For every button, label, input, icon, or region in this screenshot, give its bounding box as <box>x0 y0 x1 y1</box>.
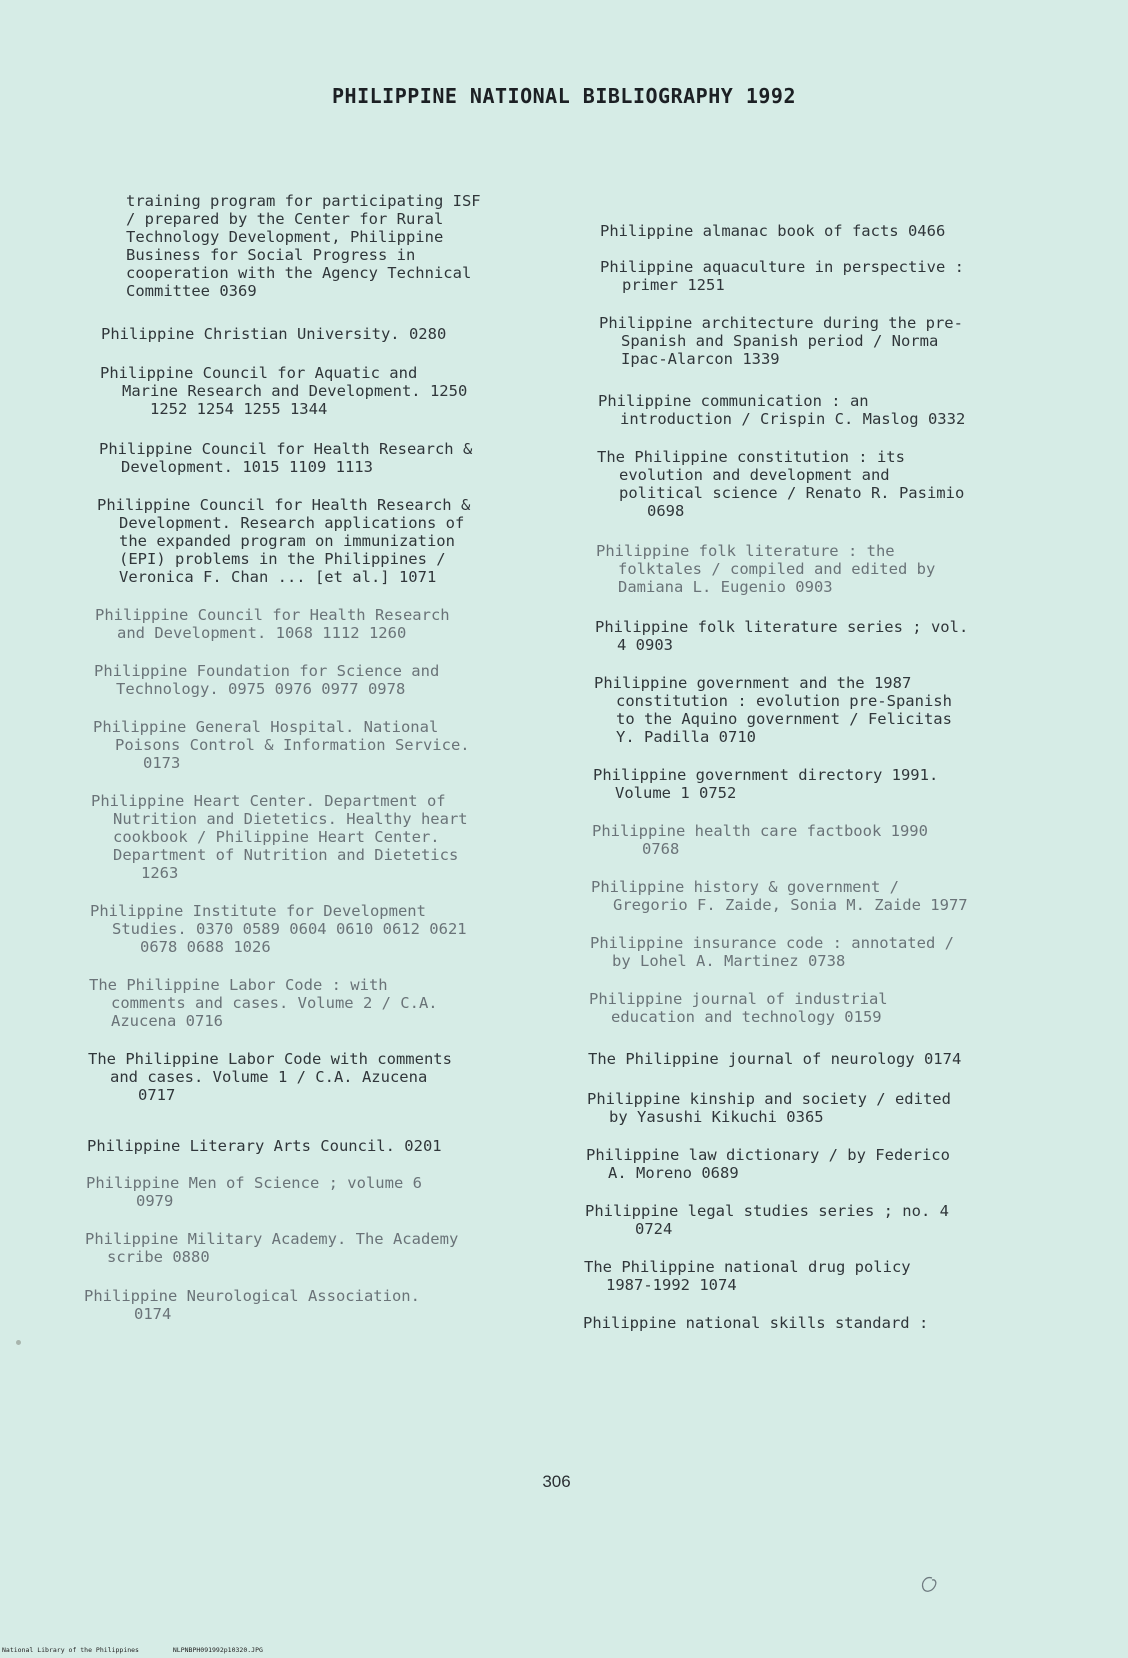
bib-entry <box>598 392 1058 428</box>
bib-entry <box>599 314 1059 368</box>
bib-entry <box>86 1174 546 1210</box>
page-number: 306 <box>542 1472 571 1491</box>
entry-line: 1263 <box>141 864 179 882</box>
entry-line: to the Aquino government / Felicitas <box>616 710 952 728</box>
entry-line: 0724 <box>635 1220 673 1238</box>
entry-line: comments and cases. Volume 2 / C.A. <box>111 994 438 1012</box>
entry-line: (EPI) problems in the Philippines / <box>119 550 446 568</box>
scan-filename: NLPNBPH091992p10320.JPG <box>172 1646 263 1654</box>
entry-line: The Philippine Labor Code : with <box>89 976 388 994</box>
entry-line: Philippine Men of Science ; volume 6 <box>86 1174 422 1192</box>
scan-institution: National Library of the Philippines <box>2 1646 139 1654</box>
bib-entry <box>592 822 1052 858</box>
entry-line: cookbook / Philippine Heart Center. <box>113 828 440 846</box>
entry-line: Department of Nutrition and Dietetics <box>113 846 459 864</box>
bib-entry <box>89 976 549 1030</box>
entry-line: Philippine Council for Health Research & <box>97 496 471 514</box>
entry-line: Committee 0369 <box>126 282 257 300</box>
entry-line: 1252 1254 1255 1344 <box>150 400 328 418</box>
bib-entry <box>87 1137 547 1155</box>
bib-entry <box>88 1050 548 1104</box>
entry-line: 0717 <box>138 1086 176 1104</box>
bib-entry <box>90 902 550 956</box>
bib-entry <box>93 718 553 772</box>
bib-entry <box>100 364 560 418</box>
entry-line: Development. Research applications of <box>119 514 465 532</box>
entry-line: Ipac-Alarcon 1339 <box>621 350 780 368</box>
entry-line: Philippine national skills standard : <box>583 1314 929 1332</box>
bib-entry <box>583 1314 1043 1332</box>
bib-entry <box>585 1202 1045 1238</box>
entry-line: Philippine law dictionary / by Federico <box>586 1146 950 1164</box>
entry-line: The Philippine national drug policy <box>584 1258 911 1276</box>
bib-entry <box>91 792 551 882</box>
bib-entry <box>600 258 1060 294</box>
entry-line: Veronica F. Chan ... [et al.] 1071 <box>119 568 437 586</box>
bib-entry <box>584 1258 1044 1294</box>
page-title: PHILIPPINE NATIONAL BIBLIOGRAPHY 1992 <box>331 84 797 108</box>
bib-entry <box>101 325 561 343</box>
entry-line: by Lohel A. Martinez 0738 <box>612 952 846 970</box>
pencil-mark-icon <box>918 1574 940 1596</box>
entry-line: Y. Padilla 0710 <box>616 728 756 746</box>
bib-entry <box>600 222 1060 240</box>
entry-line: Azucena 0716 <box>111 1012 223 1030</box>
entry-line: 4 0903 <box>617 636 673 654</box>
entry-line: primer 1251 <box>622 276 725 294</box>
entry-line: 0698 <box>647 502 685 520</box>
entry-line: Spanish and Spanish period / Norma <box>621 332 939 350</box>
entry-line: Marine Research and Development. 1250 <box>122 382 468 400</box>
entry-line: cooperation with the Agency Technical <box>126 264 472 282</box>
entry-line: Philippine folk literature : the <box>596 542 895 560</box>
entry-line: training program for participating ISF <box>126 192 481 210</box>
bib-entry <box>85 1230 545 1266</box>
entry-line: Technology Development, Philippine <box>126 228 444 246</box>
entry-line: 0173 <box>143 754 181 772</box>
bib-entry <box>594 674 1054 746</box>
bib-entry <box>126 192 586 300</box>
entry-line: Philippine aquaculture in perspective : <box>600 258 964 276</box>
entry-line: Philippine Council for Health Research <box>95 606 450 624</box>
scan-credit <box>2 1646 293 1654</box>
entry-line: Volume 1 0752 <box>615 784 737 802</box>
entry-line: 0174 <box>134 1305 172 1323</box>
bib-entry <box>596 542 1056 596</box>
entry-line: Philippine kinship and society / edited <box>587 1090 951 1108</box>
entry-line: and cases. Volume 1 / C.A. Azucena <box>110 1068 428 1086</box>
bib-entry <box>589 990 1049 1026</box>
entry-line: Philippine Council for Health Research & <box>99 440 473 458</box>
bib-entry <box>95 606 555 642</box>
entry-line: Philippine Foundation for Science and <box>94 662 440 680</box>
entry-line: the expanded program on immunization <box>119 532 455 550</box>
bib-entry <box>590 934 1050 970</box>
entry-line: Gregorio F. Zaide, Sonia M. Zaide 1977 <box>613 896 968 914</box>
entry-line: Business for Social Progress in <box>126 246 416 264</box>
entry-line: scribe 0880 <box>107 1248 210 1266</box>
entry-line: 1987-1992 1074 <box>606 1276 737 1294</box>
paper-speck <box>16 1340 21 1345</box>
bib-entry <box>99 440 559 476</box>
entry-line: introduction / Crispin C. Maslog 0332 <box>620 410 966 428</box>
bib-entry <box>595 618 1055 654</box>
entry-line: Philippine Literary Arts Council. 0201 <box>87 1137 442 1155</box>
entry-line: Philippine health care factbook 1990 <box>592 822 928 840</box>
entry-line: by Yasushi Kikuchi 0365 <box>609 1108 824 1126</box>
entry-line: Philippine legal studies series ; no. 4 <box>585 1202 949 1220</box>
entry-line: A. Moreno 0689 <box>608 1164 739 1182</box>
bib-entry <box>586 1146 1046 1182</box>
entry-line: Philippine communication : an <box>598 392 869 410</box>
entry-line: political science / Renato R. Pasimio <box>619 484 965 502</box>
entry-line: Nutrition and Dietetics. Healthy heart <box>113 810 468 828</box>
entry-line: Philippine insurance code : annotated / <box>590 934 954 952</box>
entry-line: evolution and development and <box>619 466 890 484</box>
entry-line: folktales / compiled and edited by <box>618 560 936 578</box>
entry-line: Philippine Heart Center. Department of <box>91 792 446 810</box>
entry-line: Philippine Institute for Development <box>90 902 426 920</box>
entry-line: 0979 <box>136 1192 174 1210</box>
bib-entry <box>588 1050 1048 1068</box>
entry-line: Philippine government directory 1991. <box>593 766 939 784</box>
entry-line: constitution : evolution pre-Spanish <box>616 692 952 710</box>
entry-line: Philippine journal of industrial <box>589 990 888 1008</box>
entry-line: Damiana L. Eugenio 0903 <box>618 578 833 596</box>
bib-entry <box>97 496 557 586</box>
entry-line: The Philippine Labor Code with comments <box>88 1050 452 1068</box>
entry-line: Philippine folk literature series ; vol. <box>595 618 969 636</box>
entry-line: The Philippine journal of neurology 0174 <box>588 1050 962 1068</box>
entry-line: Philippine Council for Aquatic and <box>100 364 418 382</box>
entry-line: Poisons Control & Information Service. <box>115 736 470 754</box>
bib-entry <box>597 448 1057 520</box>
entry-line: The Philippine constitution : its <box>597 448 905 466</box>
entry-line: Studies. 0370 0589 0604 0610 0612 0621 <box>112 920 467 938</box>
entry-line: Philippine history & government / <box>591 878 899 896</box>
entry-line: Technology. 0975 0976 0977 0978 <box>116 680 406 698</box>
entry-line: and Development. 1068 1112 1260 <box>117 624 407 642</box>
entry-line: Philippine General Hospital. National <box>93 718 439 736</box>
entry-line: Philippine architecture during the pre- <box>599 314 963 332</box>
entry-line: Philippine Military Academy. The Academy <box>85 1230 459 1248</box>
entry-line: Philippine government and the 1987 <box>594 674 912 692</box>
entry-line: Development. 1015 1109 1113 <box>121 458 373 476</box>
entry-line: Philippine almanac book of facts 0466 <box>600 222 946 240</box>
bib-entry <box>587 1090 1047 1126</box>
entry-line: 0768 <box>642 840 680 858</box>
entry-line: / prepared by the Center for Rural <box>126 210 444 228</box>
bib-entry <box>593 766 1053 802</box>
entry-line: Philippine Christian University. 0280 <box>101 325 447 343</box>
bib-entry <box>591 878 1051 914</box>
bib-entry <box>84 1287 544 1323</box>
entry-line: Philippine Neurological Association. <box>84 1287 420 1305</box>
bib-entry <box>94 662 554 698</box>
entry-line: education and technology 0159 <box>611 1008 882 1026</box>
entry-line: 0678 0688 1026 <box>140 938 271 956</box>
